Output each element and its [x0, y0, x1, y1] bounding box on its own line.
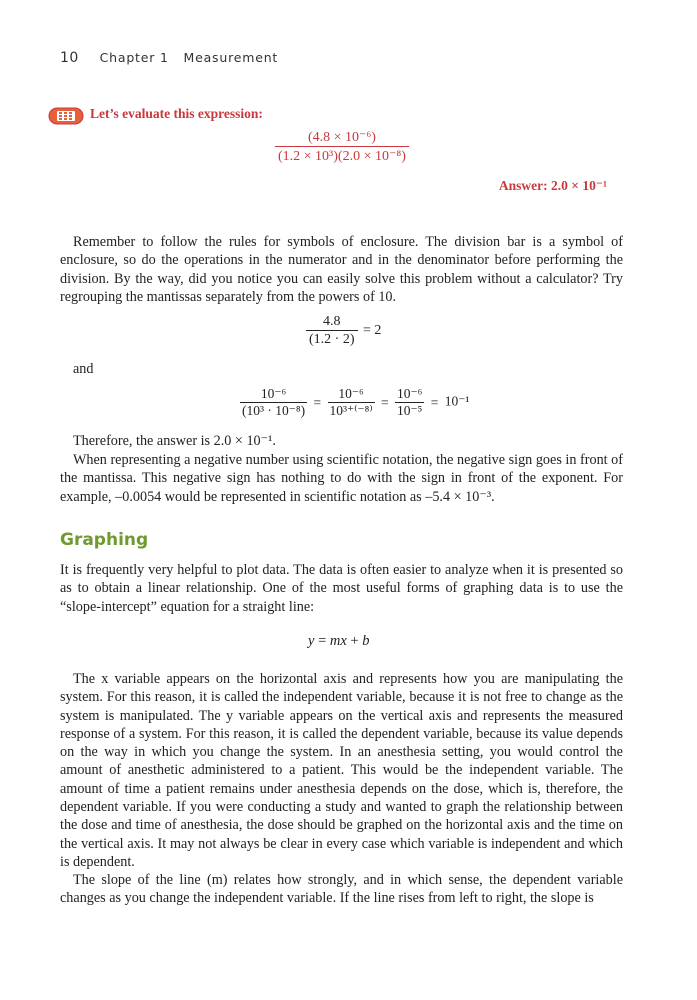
example-denominator: (1.2 × 10³)(2.0 × 10⁻⁸)	[275, 146, 409, 165]
eq2-fraction1-numerator: 10⁻⁶	[260, 386, 287, 401]
equation-equals: =	[314, 633, 330, 649]
eq2-fraction2-numerator: 10⁻⁶	[338, 386, 364, 401]
eq2-fraction2-denominator: 10³⁺⁽⁻⁸⁾	[329, 403, 373, 418]
eq2-result: 10⁻¹	[444, 393, 470, 409]
example-numerator: (4.8 × 10⁻⁶)	[307, 130, 376, 145]
equation-mx: mx	[329, 633, 347, 649]
page-number: 10	[60, 50, 79, 66]
paragraph-enclosure-rules: Remember to follow the rules for symbols of enclosure. The division bar is a symbol of enclosure, so do the operations in the numerator and in the denominator before performing the division. By the way, did you notice you can easily solve this problem without a calculator? Try regrouping the mantissas separately from the powers of 10.	[60, 234, 623, 305]
chapter-title: Measurement	[183, 50, 279, 65]
eq2-fraction1-denominator: (10³ · 10⁻⁸)	[242, 403, 306, 418]
section-heading-graphing: Graphing	[60, 530, 149, 550]
example-intro: Let’s evaluate this expression:	[90, 106, 263, 121]
chapter-label: Chapter 1	[99, 50, 169, 65]
eq2-equals-3: =	[430, 394, 439, 410]
eq1-result: = 2	[363, 323, 382, 339]
eq2-fraction3-denominator: 10⁻⁵	[397, 403, 423, 418]
eq2-fraction3-numerator: 10⁻⁶	[397, 386, 423, 401]
eq2-equals-1: =	[313, 394, 322, 410]
and-word: and	[73, 361, 94, 377]
equation-plus: +	[346, 633, 363, 649]
example-expression	[275, 129, 409, 165]
eq1-numerator: 4.8	[323, 314, 341, 329]
example-answer: Answer: 2.0 × 10⁻¹	[498, 178, 607, 193]
slope-intercept-equation	[308, 633, 369, 650]
equation-b: b	[362, 633, 370, 649]
paragraph-slope: The slope of the line (m) relates how strongly, and in which sense, the dependent variable changes as you change the independent variable. If the line rises from left to right, the slope is	[60, 872, 623, 907]
paragraph-variables: The x variable appears on the horizontal axis and represents how you are manipulating the system. For this reason, it is called the independent variable, because it is not free to change as the system is manipulated. The y variable appears on the vertical axis and represents the measured response of a system. For this reason, it is called the dependent variable, because its value depends on the way in which you change the system. In an anesthesia setting, you would control the amount of anesthetic administered to a patient. This would be the independent variable. The amount of time a patient remains under anesthesia depends on the dose, which is, therefore, the dependent variable. If you were conducting a study and wanted to graph the relationship between the dose and time of anesthesia, the dose should be graphed on the horizontal axis and the time on the vertical axis. It may not always be clear in every case which variable is independent and which is dependent.	[60, 671, 623, 870]
paragraph-negative-numbers: When representing a negative number using scientific notation, the negative sign goes in front of the mantissa. This negative sign has nothing to do with the sign in front of the exponent. For example, –0.0054 would be represented in scientific notation as –5.4 × 10⁻³.	[60, 452, 623, 505]
calculator-icon	[48, 107, 84, 125]
eq2-equals-2: =	[381, 394, 389, 410]
paragraph-graphing-intro: It is frequently very helpful to plot data. The data is often easier to analyze when it is presented so as to obtain a linear relationship. One of the most useful forms of graphing data is to use the “slope-intercept” equation for a straight line:	[60, 562, 623, 615]
paragraph-answer: Therefore, the answer is 2.0 × 10⁻¹.	[73, 433, 276, 449]
powers-equation	[240, 386, 469, 419]
running-header	[60, 50, 278, 66]
equation-y: y	[308, 633, 315, 649]
eq1-denominator: (1.2 · 2)	[306, 330, 358, 348]
mantissa-equation	[306, 314, 381, 348]
